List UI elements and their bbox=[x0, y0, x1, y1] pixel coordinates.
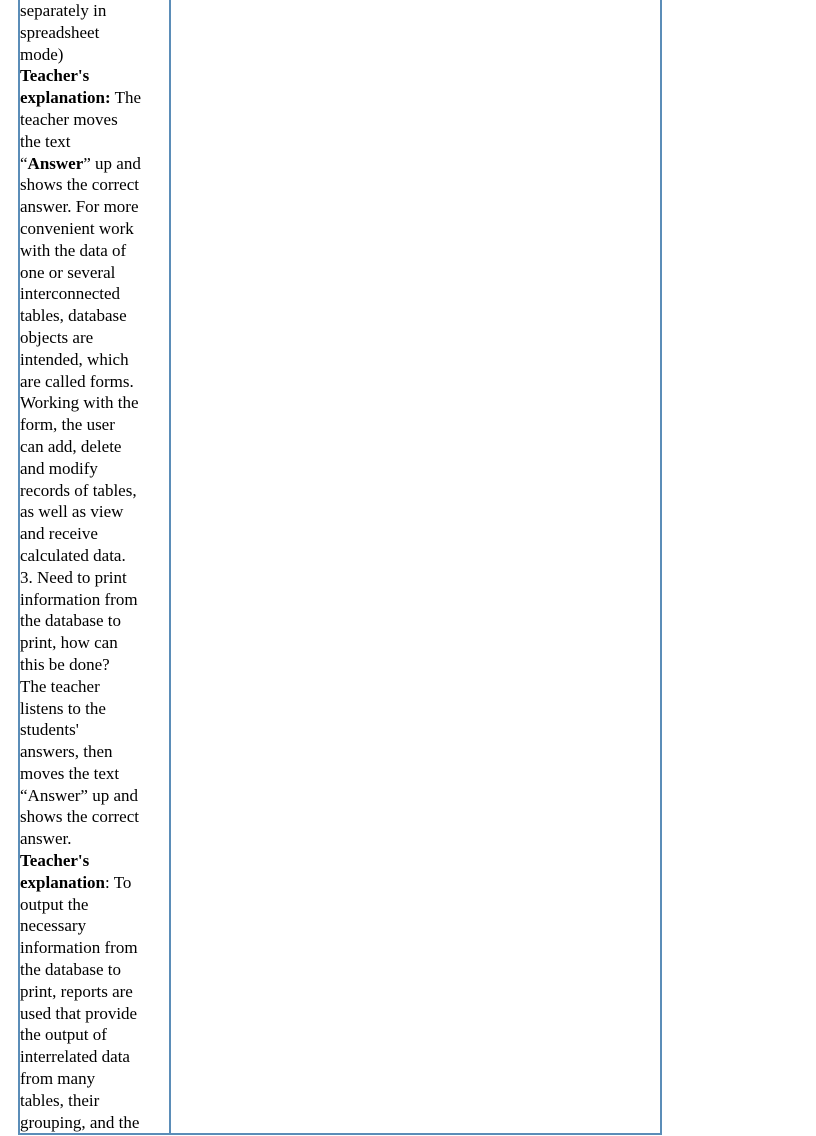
text-run: interrelated data bbox=[20, 1047, 130, 1067]
text-run: print, how can bbox=[20, 633, 118, 653]
text-run: this be done? bbox=[20, 654, 110, 674]
text-line bbox=[20, 741, 169, 763]
text-line bbox=[20, 174, 169, 196]
text-line bbox=[20, 414, 169, 436]
bold-text: Teacher's bbox=[20, 851, 90, 871]
text-line bbox=[20, 763, 169, 785]
text-line bbox=[20, 1112, 169, 1134]
text-line bbox=[20, 240, 169, 262]
text-run: “Answer” up and bbox=[20, 785, 139, 805]
text-line bbox=[20, 305, 169, 327]
text-line bbox=[20, 1046, 169, 1068]
text-line bbox=[20, 937, 169, 959]
text-run: ” up and bbox=[83, 153, 141, 173]
bold-text: Teacher's bbox=[20, 66, 90, 86]
text-line bbox=[20, 44, 169, 66]
text-run: mode) bbox=[20, 44, 64, 64]
text-line bbox=[20, 828, 169, 850]
text-run: and receive bbox=[20, 524, 98, 544]
text-run: used that provide bbox=[20, 1003, 138, 1023]
text-run: from many bbox=[20, 1069, 96, 1089]
text-line bbox=[20, 719, 169, 741]
text-line bbox=[20, 545, 169, 567]
text-line bbox=[20, 981, 169, 1003]
text-run: The bbox=[110, 88, 142, 108]
text-line bbox=[20, 1003, 169, 1025]
text-run: Working with the bbox=[20, 393, 139, 413]
text-run: information from bbox=[20, 589, 138, 609]
text-line bbox=[20, 1090, 169, 1112]
text-line bbox=[20, 567, 169, 589]
text-line bbox=[20, 262, 169, 284]
text-run: listens to the bbox=[20, 698, 106, 718]
text-run: tables, their bbox=[20, 1090, 100, 1110]
text-line bbox=[20, 196, 169, 218]
text-run: teacher moves bbox=[20, 109, 118, 129]
text-run: are called forms. bbox=[20, 371, 134, 391]
bold-text: Answer bbox=[27, 153, 84, 173]
text-run: with the data of bbox=[20, 240, 127, 260]
bold-text: explanation bbox=[20, 872, 106, 892]
text-run: grouping, and the bbox=[20, 1112, 140, 1132]
text-line bbox=[20, 1024, 169, 1046]
text-run: shows the correct bbox=[20, 807, 139, 827]
text-run: objects are bbox=[20, 327, 94, 347]
text-line bbox=[20, 436, 169, 458]
text-line bbox=[20, 589, 169, 611]
text-run: convenient work bbox=[20, 218, 134, 238]
text-run: shows the correct bbox=[20, 175, 139, 195]
text-line bbox=[20, 65, 169, 87]
bold-text: explanation: bbox=[20, 88, 111, 108]
text-line bbox=[20, 87, 169, 109]
text-run: students' bbox=[20, 720, 79, 740]
text-line bbox=[20, 610, 169, 632]
text-run: 3. Need to print bbox=[20, 567, 127, 587]
text-line bbox=[20, 850, 169, 872]
left-text-cell bbox=[19, 0, 170, 1134]
text-run: separately in bbox=[20, 1, 107, 20]
text-line bbox=[20, 785, 169, 807]
text-run: tables, database bbox=[20, 306, 127, 326]
text-run: as well as view bbox=[20, 502, 124, 522]
text-run: the database to bbox=[20, 611, 122, 631]
text-line bbox=[20, 915, 169, 937]
text-line bbox=[20, 698, 169, 720]
text-run: the text bbox=[20, 131, 71, 151]
text-line bbox=[20, 806, 169, 828]
text-run: necessary bbox=[20, 916, 87, 936]
text-line bbox=[20, 392, 169, 414]
text-line bbox=[20, 283, 169, 305]
text-run: records of tables, bbox=[20, 480, 137, 500]
text-run: calculated data. bbox=[20, 545, 126, 565]
table-row bbox=[19, 0, 661, 1134]
text-run: intended, which bbox=[20, 349, 129, 369]
text-run: answer. For more bbox=[20, 197, 139, 217]
text-line bbox=[20, 349, 169, 371]
text-run: output the bbox=[20, 894, 89, 914]
text-line bbox=[20, 22, 169, 44]
text-line bbox=[20, 676, 169, 698]
text-line bbox=[20, 458, 169, 480]
right-empty-cell bbox=[170, 0, 661, 1134]
text-run: one or several bbox=[20, 262, 116, 282]
text-line bbox=[20, 0, 169, 22]
text-line bbox=[20, 371, 169, 393]
text-run: and modify bbox=[20, 458, 98, 478]
text-run: : To bbox=[105, 872, 132, 892]
text-run: the database to bbox=[20, 960, 122, 980]
text-run: spreadsheet bbox=[20, 22, 100, 42]
document-table bbox=[18, 0, 662, 1135]
text-run: answers, then bbox=[20, 742, 113, 762]
text-run: form, the user bbox=[20, 415, 115, 435]
text-run: moves the text bbox=[20, 763, 120, 783]
text-run: interconnected bbox=[20, 284, 121, 304]
text-run: The teacher bbox=[20, 676, 100, 696]
text-run: the output of bbox=[20, 1025, 107, 1045]
text-line bbox=[20, 1068, 169, 1090]
text-line bbox=[20, 109, 169, 131]
text-line bbox=[20, 654, 169, 676]
text-run: information from bbox=[20, 938, 138, 958]
text-line bbox=[20, 894, 169, 916]
text-line bbox=[20, 872, 169, 894]
text-run: “ bbox=[20, 153, 28, 173]
text-run: can add, delete bbox=[20, 436, 122, 456]
text-line bbox=[20, 480, 169, 502]
text-line bbox=[20, 131, 169, 153]
text-line bbox=[20, 523, 169, 545]
text-line bbox=[20, 959, 169, 981]
text-line bbox=[20, 632, 169, 654]
text-line bbox=[20, 153, 169, 175]
text-line bbox=[20, 327, 169, 349]
text-run: print, reports are bbox=[20, 981, 133, 1001]
text-line bbox=[20, 501, 169, 523]
text-run: answer. bbox=[20, 829, 72, 849]
text-line bbox=[20, 218, 169, 240]
